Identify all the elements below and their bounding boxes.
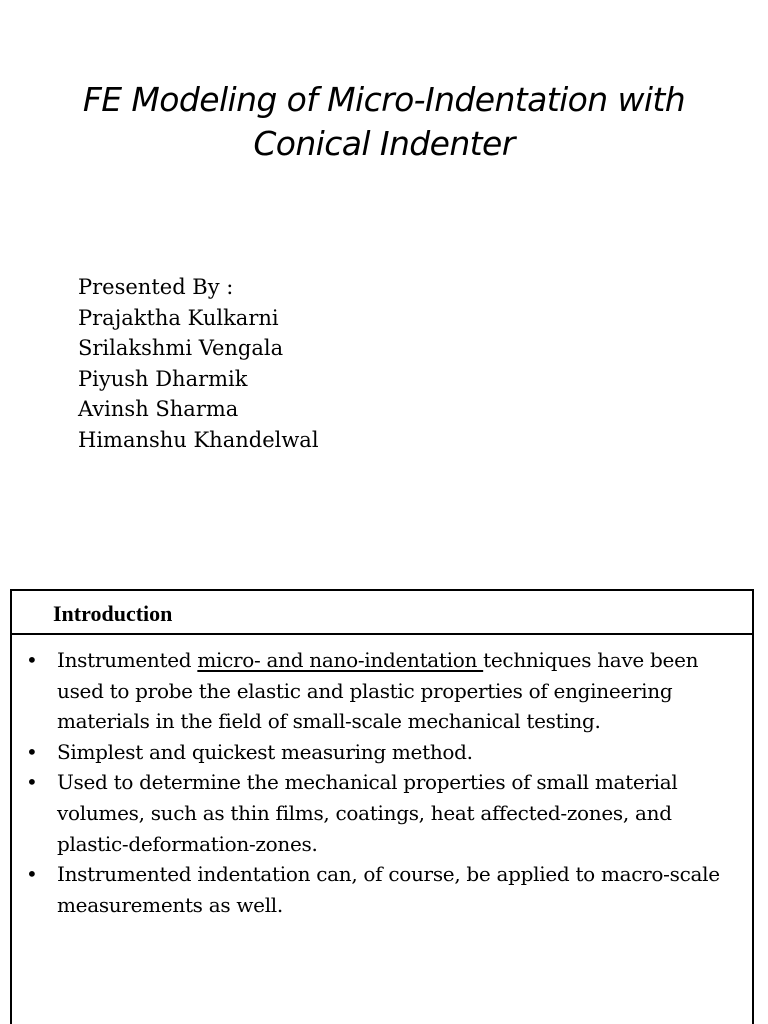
presented-by-label: Presented By :	[78, 275, 234, 299]
slide-title	[30, 78, 738, 166]
bullet-text: Used to determine the mechanical properties of small material volumes, such as thin films, coatings, heat affected-zones, and plastic-deformation-zones.	[57, 770, 678, 856]
presenter-name: Srilakshmi Vengala	[78, 336, 284, 361]
presenter-list	[78, 272, 319, 456]
bullet-text-post: techniques have been used to probe the elastic and plastic properties of engineering materials in the field of small-scale mechanical testing.	[57, 648, 699, 734]
heading-divider	[12, 633, 752, 635]
bullet-item	[26, 767, 726, 859]
presenter-name: Himanshu Khandelwal	[78, 427, 319, 452]
bullet-icon: •	[26, 648, 38, 672]
bullet-icon: •	[26, 739, 38, 764]
bullet-item	[26, 859, 726, 920]
presenter-name: Prajaktha Kulkarni	[78, 305, 279, 330]
bullet-item	[26, 737, 726, 768]
presenter-name: Piyush Dharmik	[78, 366, 248, 391]
bullet-icon: •	[26, 862, 38, 887]
bullet-item	[26, 645, 726, 737]
introduction-heading: Introduction	[53, 601, 173, 626]
title-line-2: Conical Indenter	[253, 124, 515, 163]
underlined-term: micro- and nano-indentation	[197, 648, 484, 672]
bullet-icon: •	[26, 770, 38, 795]
presenter-name: Avinsh Sharma	[78, 397, 239, 422]
title-line-1: FE Modeling of Micro-Indentation with	[82, 80, 686, 119]
introduction-slide	[10, 589, 754, 1024]
bullet-text-pre: Instrumented	[57, 648, 198, 672]
bullet-text: Simplest and quickest measuring method.	[57, 739, 473, 764]
bullet-text: Instrumented indentation can, of course, be applied to macro-scale measurements as well.	[57, 862, 720, 917]
bullet-list	[26, 645, 726, 920]
